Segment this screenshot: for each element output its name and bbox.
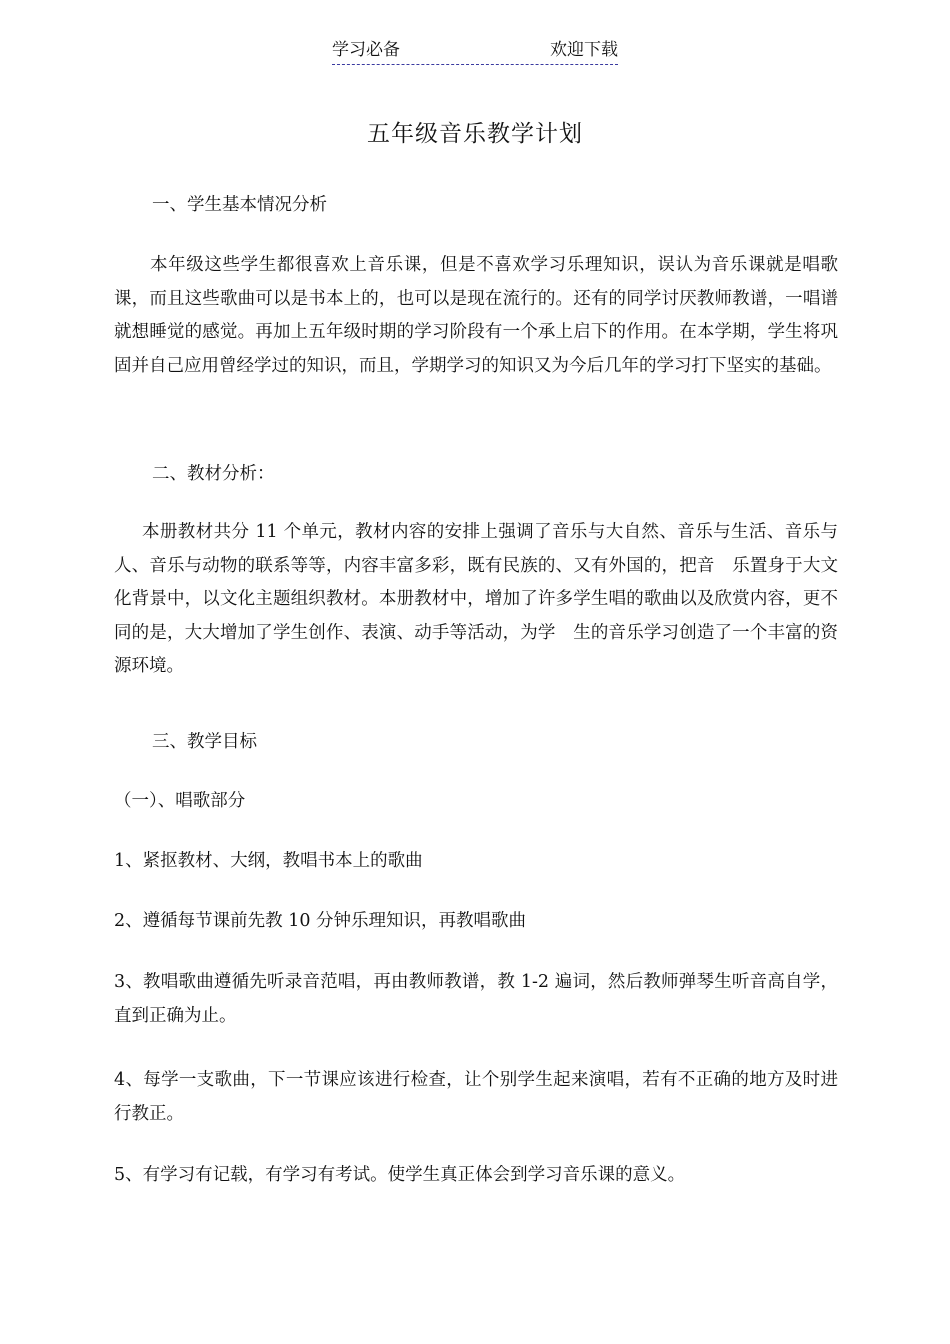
list-item-4: 4、每学一支歌曲，下一节课应该进行检查，让个别学生起来演唱，若有不正确的地方及时进行教正。 [114,1070,838,1124]
page-header [332,38,618,65]
list-item-2: 2、遵循每节课前先教 10 分钟乐理知识，再教唱歌曲 [114,911,527,931]
section-heading-teaching-goals: 三、教学目标 [152,732,257,752]
paragraph-student-analysis: 本年级这些学生都很喜欢上音乐课，但是不喜欢学习乐理知识，误认为音乐课就是唱歌课，而且这些歌曲可以是书本上的，也可以是现在流行的。还有的同学讨厌教师教谱，一唱谱就想睡觉的感觉。再加上五年级时期的学习阶段有一个承上启下的作用。在本学期，学生将巩固并自己应用曾经学过的知识，而且，学期学习的知识又为今后几年的学习打下坚实的基础。 [114,255,838,376]
section-heading-textbook-analysis: 二、教材分析： [152,464,275,484]
list-item-3: 3、教唱歌曲遵循先听录音范唱，再由教师教谱，教 1-2 遍词，然后教师弹琴生听音高自学，直到正确为止。 [114,972,838,1026]
paragraph-textbook-analysis: 本册教材共分 11 个单元，教材内容的安排上强调了音乐与大自然、音乐与生活、音乐与人、音乐与动物的联系等等，内容丰富多彩，既有民族的、又有外国的，把音 乐置身于大文化背景中，以文化主题组织教材。本册教材中，增加了许多学生唱的歌曲以及欣赏内容，更不同的是，大大增加了学生创作、表演、动手等活动，为学 生的音乐学习创造了一个丰富的资源环境。 [114,522,838,676]
header-left-text: 学习必备 [332,40,400,60]
list-item-1: 1、紧抠教材、大纲，教唱书本上的歌曲 [114,851,423,871]
header-right-text: 欢迎下载 [550,40,618,60]
section-heading-student-analysis: 一、学生基本情况分析 [152,195,327,215]
document-title: 五年级音乐教学计划 [367,121,583,147]
list-item-5: 5、有学习有记载，有学习有考试。使学生真正体会到学习音乐课的意义。 [114,1165,686,1185]
subheading-singing-part: （一）、唱歌部分 [114,791,246,811]
